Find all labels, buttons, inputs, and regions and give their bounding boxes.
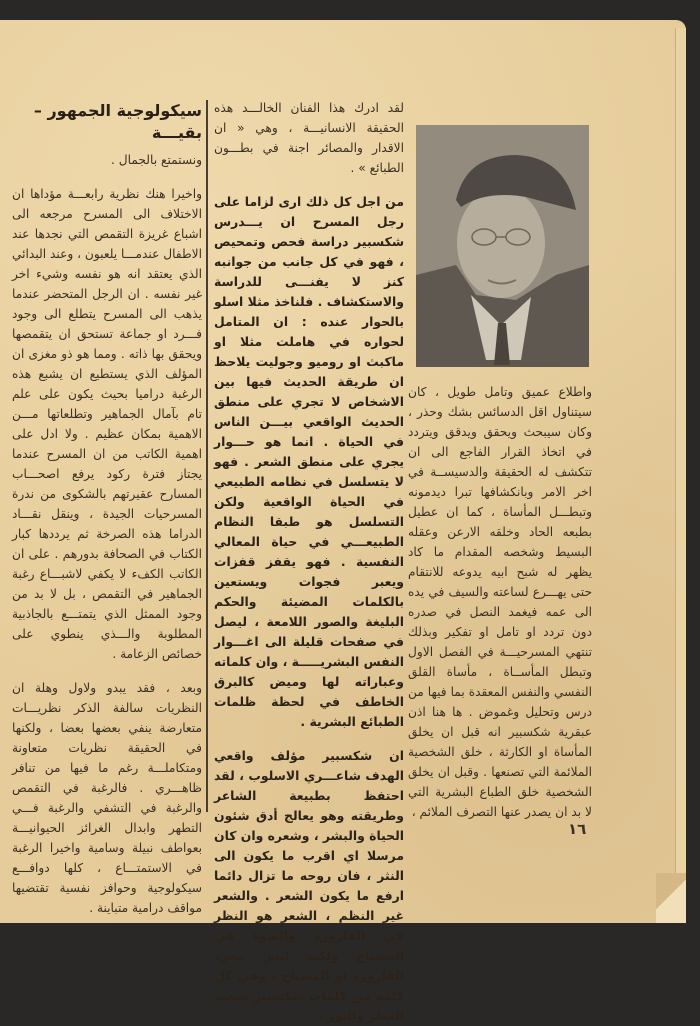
column-divider	[206, 100, 208, 812]
paragraph-bold: ان شكسبير مؤلف واقعي الهدف شاعـــري الاسلوب ، لقد احتفظ بطبيعة الشاعر وطريقته وهو يعالج أدق شئون الحياة والبشر ، وشعره وان كان مرسلا اي اقرب ما يكون الى النثر ، فان روحه ما تزال دائما ارفع ما يكون الشعر . والشعر غير النظم ، الشعر هو النظر في القارورة والضوء في المصباح ولكنه ليس مجرد القارورة او المصباح ، وفي كل كلمة من كلمات شكسبير ينبعث العطر والنور .	[214, 748, 404, 1023]
article-title: سيكولوجية الجمهور – بقيـــة	[33, 101, 202, 142]
paragraph-bold: من اجل كل ذلك ارى لزاما على رجل المسرح ان يـــدرس شكسبير دراسة فحص وتمحيص ، فهو في كل جانب من جوانبه كنز لا يفنـــى للدراسة والاستكشاف . فلناخذ مثلا اسلو بالحوار عنده : ان المتامل لحواره في هاملت مثلا او ماكبث او روميو وجوليت يلاحظ ان طريقة الحديث فيها بين الاشخاص لا تجري على منطق الحديث الواقعي بيـــن الناس في الحياة . انما هو حـــوار يجري على منطق الشعر . فهو لا يتسلسل في نظامه الطبيعي في الحياة الواقعية ولكن التسلسل هو طبقا النظام الطبيعـــي في حياة المعالي النفسية . فهو يقفز قفزات ويعبر فجوات ويستعين بالكلمات المضيئة والحكم البليغة والصور اللامعة ، ليصل في صفحات قليلة الى اغـــوار النفس البشريـــــة ، وان كلماته وعباراته لها وميض كالبرق الخاطف في لحظة ظلمات الطبائع البشرية .	[214, 194, 404, 729]
paragraph: وبعد ، فقد يبدو ولاول وهلة ان النظريات سالفة الذكر نظريـــات متعارضة ينفي بعضها بعضا ، ولكنها في الحقيقة نظريات متعاونة ومتكاملـــة رغم ما فيها من تنافر ظاهـــري . فالرغبة في التقمص والرغبة في التشفي والرغبة فـــي التطهر وابدال الغرائز الحيوانيـــة بعواطف نبيلة وسامية واخيرا الرغبة في الاستمتـــاع ، كلها دوافـــع سيكولوجية وحوافز نفسية تقتضيها مواقف درامية متباينة .	[12, 681, 202, 915]
paragraph: ونستمتع بالجمال .	[111, 153, 202, 167]
page-edge	[675, 28, 686, 923]
magazine-page	[0, 20, 686, 1023]
page-number: ١٦	[568, 820, 587, 838]
portrait-photo	[416, 125, 589, 367]
right-column	[408, 382, 592, 822]
paragraph: واخيرا هنك نظرية رابعـــة مؤداها ان الاختلاف الى المسرح مرجعه الى اشباع غريزة التقمص التي نجدها عند الاطفال عندمـــا يلعبون ، وعند البدائي الذي يعتقد انه هو نفسه وشيء اخر غير نفسه . ان الرجل المتحضر عندما يذهب الى المسرح يتطلع الى وجود فـــرد او جماعة تستحق ان يتقمصها ويحقق بها ذاته . ومما هو ذو مغزى ان المؤلف الذي يستطيع ان يشبع هذه الرغبة دراميا بحيث يكون على علم تام بآمال الجماهير وتطلعاتها مـــن الاهمية بمكان عظيم . ولا ادل على اهمية الكاتب من ان المسرح عندما يجتاز فترة ركود يرفع اصحـــاب المسارح عقيرتهم بالشكوى من ندرة المسرحيات الجيدة ، وينقل نقـــاد الدراما هذه الصرخة ثم يرددها كبار الكتاب في الصحافة بدورهم . على ان الكاتب الكفء لا يكفي لاشبـــاع رغبة الجماهير في التقمص ، بل لا بد من وجود الممثل الذي يتمتـــع بالجاذبية المطلوبة والـــذي ينطوي على خصائص الزعامة .	[12, 187, 202, 661]
left-column	[12, 100, 202, 918]
middle-column	[214, 98, 404, 1026]
folded-corner	[656, 873, 686, 923]
paragraph: واطلاع عميق وتامل طويل ، كان سيتناول اقل الدسائس بشك وحذر ، وكان سيبحث ويحقق ويدقق ويتردد في اتخاذ القرار الفاجع الى ان تتكشف له الحقيقة والدسيســة في اخر الامر وبانكشافها تبرا ديدمونه وتبطـــل المأساة ، كما ان عطيل بطبعه الحاد وخلقه الارعن وعقله البسيط وشخصه المقدام ما كاد يظهر له شبح ابيه يدوعه للانتقام حتى يهـــرع لساعته والسيف في يده الى عمه فيغمد النصل في صدره دون تردد او تامل او تفكير وبذلك تنتهي المسرحيـــة في الفصل الاول وتبطل المأســاة ، مأساة القلق النفسي والنفس المعقدة بما فيها من درس وتحليل وغموض . ها هنا اذن عبقرية شكسبير انه قبل ان يخلق المأساة او الكارثة ، خلق الشخصية الملائمة التي تصنعها . وقبل ان يخلق الشخصية خلق الطباع البشرية التي لا بد ان يصدر عنها التصرف الملائم ،	[408, 385, 592, 819]
paragraph: لقد ادرك هذا الفنان الخالـــد هذه الحقيقة الانسانيـــة ، وهي « ان الاقدار والمصائر اجنة في بطـــون الطبائع » .	[214, 101, 404, 175]
portrait-image	[416, 125, 589, 367]
